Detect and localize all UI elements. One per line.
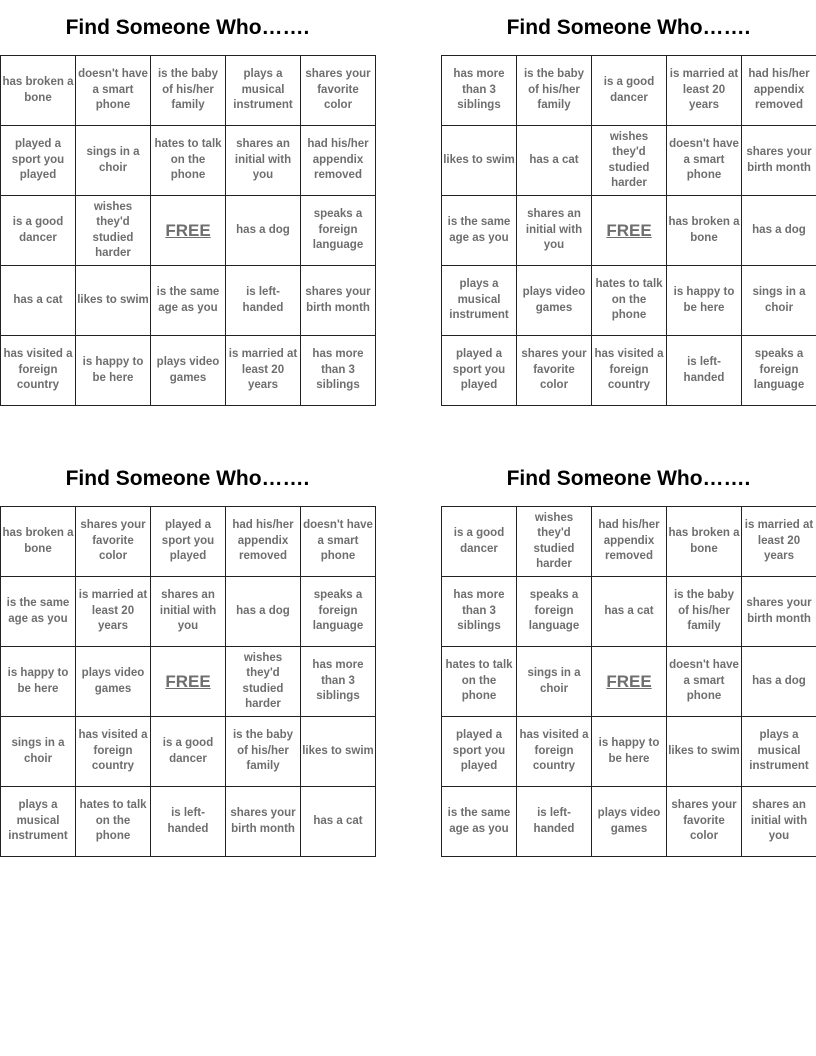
bingo-cell: plays video games [517,266,592,336]
bingo-cell: is a good dancer [151,717,226,787]
card-title: Find Someone Who……. [506,467,751,490]
bingo-cell: plays video games [151,336,226,406]
bingo-cell: wishes they'd studied harder [592,126,667,196]
bingo-cell: speaks a foreign language [742,336,816,406]
bingo-cell: has broken a bone [667,196,742,266]
bingo-cell: shares your favorite color [301,56,376,126]
bingo-cell: sings in a choir [1,717,76,787]
bingo-cell: is the same age as you [151,266,226,336]
bingo-grid [441,506,816,857]
bingo-cell: shares your birth month [742,126,816,196]
bingo-cell: wishes they'd studied harder [517,507,592,577]
bingo-cell: shares your birth month [301,266,376,336]
bingo-cell: sings in a choir [742,266,816,336]
bingo-cell: doesn't have a smart phone [301,507,376,577]
card-title: Find Someone Who……. [65,16,310,39]
bingo-cell: shares an initial with you [151,577,226,647]
bingo-cell: shares your favorite color [667,787,742,857]
free-space-cell: FREE [151,196,226,266]
bingo-cell: speaks a foreign language [301,196,376,266]
bingo-cell: shares an initial with you [226,126,301,196]
free-space-cell: FREE [151,647,226,717]
bingo-cell: hates to talk on the phone [442,647,517,717]
bingo-cell: doesn't have a smart phone [667,647,742,717]
bingo-cell: played a sport you played [151,507,226,577]
bingo-cell: shares your birth month [226,787,301,857]
bingo-cell: has a dog [742,647,816,717]
bingo-cell: is left-handed [226,266,301,336]
bingo-cell: doesn't have a smart phone [76,56,151,126]
bingo-cell: has more than 3 siblings [442,577,517,647]
bingo-cell: has visited a foreign country [592,336,667,406]
bingo-cell: is happy to be here [667,266,742,336]
bingo-cell: is the baby of his/her family [667,577,742,647]
bingo-cell: is the baby of his/her family [517,56,592,126]
bingo-cell: has broken a bone [1,56,76,126]
bingo-cell: is the baby of his/her family [151,56,226,126]
bingo-cell: likes to swim [442,126,517,196]
bingo-cell: had his/her appendix removed [301,126,376,196]
bingo-cell: shares an initial with you [517,196,592,266]
bingo-cell: hates to talk on the phone [76,787,151,857]
bingo-cell: plays a musical instrument [442,266,517,336]
bingo-card-1 [0,0,375,392]
bingo-cell: is married at least 20 years [76,577,151,647]
bingo-grid [0,506,376,857]
bingo-cell: hates to talk on the phone [592,266,667,336]
bingo-cell: is the same age as you [1,577,76,647]
bingo-cell: plays a musical instrument [1,787,76,857]
bingo-cell: speaks a foreign language [517,577,592,647]
free-space-cell: FREE [592,647,667,717]
bingo-cell: is married at least 20 years [667,56,742,126]
bingo-card-3 [0,451,375,843]
bingo-cell: has a cat [592,577,667,647]
bingo-cell: is left-handed [151,787,226,857]
card-title: Find Someone Who……. [65,467,310,490]
bingo-cell: has a cat [301,787,376,857]
bingo-cell: shares your favorite color [517,336,592,406]
bingo-cell: played a sport you played [442,336,517,406]
bingo-cell: is the baby of his/her family [226,717,301,787]
bingo-cell: likes to swim [76,266,151,336]
bingo-cell: had his/her appendix removed [226,507,301,577]
bingo-cell: is left-handed [667,336,742,406]
bingo-cell: has a dog [742,196,816,266]
bingo-cell: has a cat [517,126,592,196]
bingo-cell: shares your favorite color [76,507,151,577]
bingo-cell: wishes they'd studied harder [226,647,301,717]
bingo-cell: likes to swim [301,717,376,787]
bingo-cell: has more than 3 siblings [301,647,376,717]
bingo-cell: shares your birth month [742,577,816,647]
bingo-cell: is a good dancer [592,56,667,126]
bingo-cell: sings in a choir [76,126,151,196]
card-title: Find Someone Who……. [506,16,751,39]
bingo-cell: plays a musical instrument [742,717,816,787]
bingo-cell: has more than 3 siblings [301,336,376,406]
bingo-cell: has a dog [226,196,301,266]
bingo-cell: speaks a foreign language [301,577,376,647]
bingo-cell: is the same age as you [442,196,517,266]
bingo-cell: is happy to be here [592,717,667,787]
bingo-cell: had his/her appendix removed [742,56,816,126]
bingo-cell: hates to talk on the phone [151,126,226,196]
bingo-cell: has a cat [1,266,76,336]
bingo-cell: is a good dancer [1,196,76,266]
bingo-cell: is happy to be here [76,336,151,406]
bingo-cell: had his/her appendix removed [592,507,667,577]
bingo-cell: has broken a bone [1,507,76,577]
bingo-cell: played a sport you played [1,126,76,196]
bingo-card-4 [441,451,816,843]
bingo-cell: is married at least 20 years [742,507,816,577]
bingo-cell: has visited a foreign country [1,336,76,406]
bingo-card-2 [441,0,816,392]
bingo-cell: is a good dancer [442,507,517,577]
bingo-cell: plays video games [592,787,667,857]
bingo-cell: is left-handed [517,787,592,857]
bingo-cell: shares an initial with you [742,787,816,857]
bingo-cell: plays a musical instrument [226,56,301,126]
bingo-cell: has visited a foreign country [76,717,151,787]
bingo-cell: wishes they'd studied harder [76,196,151,266]
bingo-cell: likes to swim [667,717,742,787]
bingo-cell: has broken a bone [667,507,742,577]
free-space-cell: FREE [592,196,667,266]
bingo-cell: has more than 3 siblings [442,56,517,126]
bingo-cell: is the same age as you [442,787,517,857]
bingo-grid [0,55,376,406]
bingo-cell: played a sport you played [442,717,517,787]
bingo-cell: has visited a foreign country [517,717,592,787]
bingo-grid [441,55,816,406]
bingo-cell: plays video games [76,647,151,717]
bingo-cell: doesn't have a smart phone [667,126,742,196]
bingo-cell: is happy to be here [1,647,76,717]
bingo-cell: sings in a choir [517,647,592,717]
bingo-cell: has a dog [226,577,301,647]
bingo-cell: is married at least 20 years [226,336,301,406]
